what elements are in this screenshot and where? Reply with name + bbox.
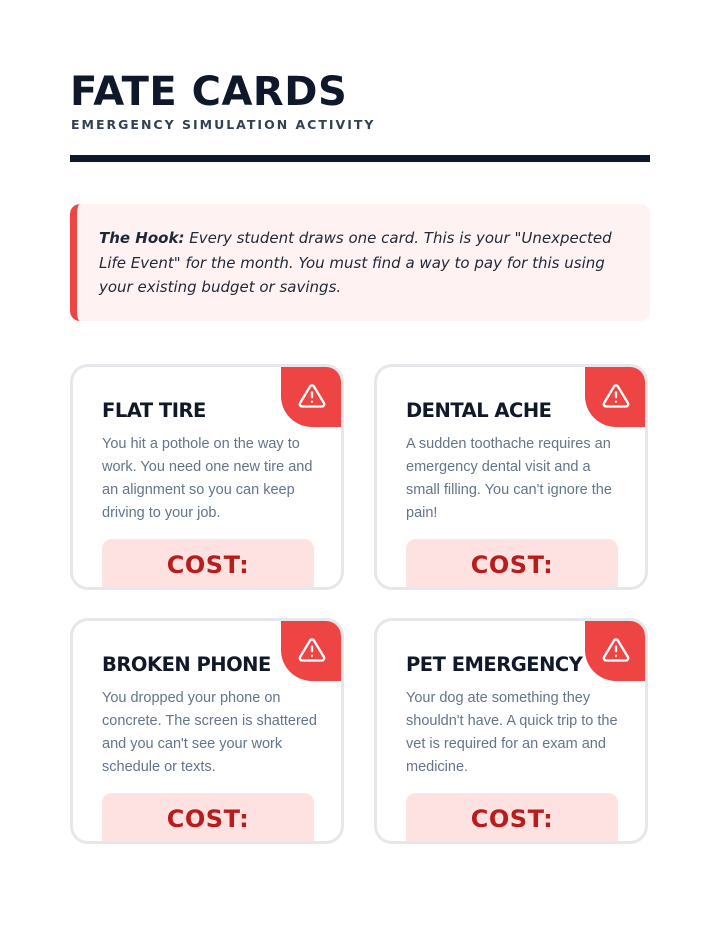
hook-label: The Hook: bbox=[99, 229, 185, 247]
page-title: FATE CARDS bbox=[70, 69, 348, 115]
cost-box: COST: bbox=[406, 539, 618, 590]
fate-card-pet-emergency bbox=[374, 618, 648, 844]
card-title: FLAT TIRE bbox=[102, 399, 206, 422]
warning-icon bbox=[281, 365, 343, 427]
header-divider bbox=[70, 155, 650, 162]
card-title: BROKEN PHONE bbox=[102, 653, 271, 676]
cost-box: COST: bbox=[406, 793, 618, 844]
cost-box: COST: bbox=[102, 793, 314, 844]
card-title: PET EMERGENCY bbox=[406, 653, 583, 676]
card-description: You dropped your phone on concrete. The screen is shattered and you can't see your work schedule or texts. bbox=[102, 690, 317, 775]
cost-box: COST: bbox=[102, 539, 314, 590]
card-description: A sudden toothache requires an emergency dental visit and a small filling. You can't ignore the pain! bbox=[406, 436, 612, 521]
warning-icon bbox=[281, 619, 343, 681]
card-description: You hit a pothole on the way to work. You need one new tire and an alignment so you can keep driving to your job. bbox=[102, 436, 313, 521]
page-subtitle: EMERGENCY SIMULATION ACTIVITY bbox=[71, 117, 376, 132]
warning-icon bbox=[585, 365, 647, 427]
fate-card-broken-phone bbox=[70, 618, 344, 844]
hook-text: Every student draws one card. This is your "Unexpected Life Event" for the month. You must find a way to pay for this using your existing budget or savings. bbox=[99, 229, 612, 296]
fate-card-dental-ache bbox=[374, 364, 648, 590]
warning-icon bbox=[585, 619, 647, 681]
card-description: Your dog ate something they shouldn't have. A quick trip to the vet is required for an exam and medicine. bbox=[406, 690, 618, 775]
card-title: DENTAL ACHE bbox=[406, 399, 552, 422]
fate-card-flat-tire bbox=[70, 364, 344, 590]
hook-callout bbox=[70, 204, 650, 321]
